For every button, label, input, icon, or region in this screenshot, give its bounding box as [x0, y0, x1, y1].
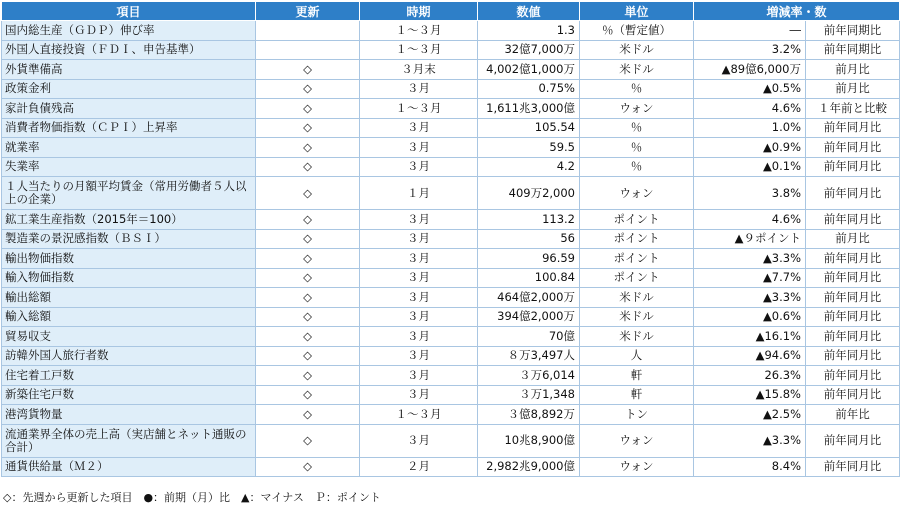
- row-unit: 米ドル: [580, 327, 694, 347]
- row-value: 2,982兆9,000億: [478, 457, 580, 477]
- table-row: [2, 385, 900, 405]
- table-row: [2, 307, 900, 327]
- table-row: [2, 457, 900, 477]
- indicator-table-wrapper: [1, 1, 899, 477]
- row-update-mark: ◇: [256, 79, 360, 99]
- header-update: 更新: [256, 2, 360, 21]
- row-value: 10兆8,900億: [478, 424, 580, 457]
- row-update-mark: ◇: [256, 288, 360, 308]
- row-update-mark: ◇: [256, 385, 360, 405]
- row-unit: ポイント: [580, 249, 694, 269]
- row-unit: 人: [580, 346, 694, 366]
- row-value: 105.54: [478, 118, 580, 138]
- row-comparison-basis: 前月比: [806, 229, 900, 249]
- row-value: 4,002億1,000万: [478, 60, 580, 80]
- row-period: ３月末: [360, 60, 478, 80]
- row-change: ▲3.3%: [694, 424, 806, 457]
- row-item-label: 輸入総額: [2, 307, 256, 327]
- row-period: ３月: [360, 366, 478, 386]
- row-value: 113.2: [478, 210, 580, 230]
- row-comparison-basis: 前年同月比: [806, 157, 900, 177]
- row-change: ▲16.1%: [694, 327, 806, 347]
- row-update-mark: ◇: [256, 346, 360, 366]
- table-row: [2, 327, 900, 347]
- row-value: 0.75%: [478, 79, 580, 99]
- table-row: [2, 288, 900, 308]
- row-unit: ウォン: [580, 99, 694, 119]
- row-item-label: 消費者物価指数（ＣＰＩ）上昇率: [2, 118, 256, 138]
- row-period: ３月: [360, 210, 478, 230]
- row-period: １～３月: [360, 99, 478, 119]
- row-period: １～３月: [360, 21, 478, 41]
- row-unit: ％（暫定値）: [580, 21, 694, 41]
- row-unit: ポイント: [580, 229, 694, 249]
- table-row: [2, 99, 900, 119]
- row-item-label: 製造業の景況感指数（ＢＳＩ）: [2, 229, 256, 249]
- row-comparison-basis: 前年同月比: [806, 138, 900, 158]
- row-item-label: 港湾貨物量: [2, 405, 256, 425]
- row-change: ▲2.5%: [694, 405, 806, 425]
- row-change: ―: [694, 21, 806, 41]
- row-value: 100.84: [478, 268, 580, 288]
- row-period: ３月: [360, 385, 478, 405]
- row-value: 394億2,000万: [478, 307, 580, 327]
- row-change: 3.8%: [694, 177, 806, 210]
- table-row: [2, 210, 900, 230]
- row-item-label: 輸入物価指数: [2, 268, 256, 288]
- row-comparison-basis: 前年同月比: [806, 327, 900, 347]
- row-value: 409万2,000: [478, 177, 580, 210]
- row-change: ▲89億6,000万: [694, 60, 806, 80]
- row-change: ▲0.6%: [694, 307, 806, 327]
- row-change: ▲0.5%: [694, 79, 806, 99]
- table-row: [2, 366, 900, 386]
- row-period: ３月: [360, 249, 478, 269]
- table-row: [2, 229, 900, 249]
- row-update-mark: ◇: [256, 457, 360, 477]
- row-item-label: 輸出物価指数: [2, 249, 256, 269]
- row-period: ３月: [360, 288, 478, 308]
- row-comparison-basis: 前年比: [806, 405, 900, 425]
- table-row: [2, 40, 900, 60]
- table-body: [2, 21, 900, 477]
- row-change: ▲94.6%: [694, 346, 806, 366]
- economic-indicator-table: [1, 1, 900, 477]
- row-unit: 米ドル: [580, 60, 694, 80]
- row-period: １～３月: [360, 40, 478, 60]
- row-unit: ウォン: [580, 457, 694, 477]
- row-period: ３月: [360, 138, 478, 158]
- row-update-mark: ◇: [256, 210, 360, 230]
- row-update-mark: ◇: [256, 99, 360, 119]
- table-row: [2, 138, 900, 158]
- row-comparison-basis: 前月比: [806, 60, 900, 80]
- row-period: ３月: [360, 229, 478, 249]
- row-change: ▲0.1%: [694, 157, 806, 177]
- header-unit: 単位: [580, 2, 694, 21]
- row-unit: ％: [580, 157, 694, 177]
- row-value: 56: [478, 229, 580, 249]
- table-row: [2, 424, 900, 457]
- row-item-label: 輸出総額: [2, 288, 256, 308]
- header-value: 数値: [478, 2, 580, 21]
- row-change: ▲0.9%: [694, 138, 806, 158]
- row-item-label: 通貨供給量（Ｍ２）: [2, 457, 256, 477]
- row-update-mark: ◇: [256, 366, 360, 386]
- header-change: 増減率・数: [694, 2, 900, 21]
- row-comparison-basis: 前年同月比: [806, 424, 900, 457]
- row-unit: ％: [580, 118, 694, 138]
- row-period: ３月: [360, 79, 478, 99]
- row-value: ３億8,892万: [478, 405, 580, 425]
- row-comparison-basis: 前年同期比: [806, 40, 900, 60]
- row-item-label: 貿易収支: [2, 327, 256, 347]
- row-period: ２月: [360, 457, 478, 477]
- row-comparison-basis: 前年同月比: [806, 268, 900, 288]
- row-comparison-basis: 前月比: [806, 79, 900, 99]
- table-row: [2, 249, 900, 269]
- row-item-label: 就業率: [2, 138, 256, 158]
- header-item: 項目: [2, 2, 256, 21]
- table-row: [2, 157, 900, 177]
- row-unit: ウォン: [580, 424, 694, 457]
- table-row: [2, 60, 900, 80]
- row-period: ３月: [360, 268, 478, 288]
- row-update-mark: ◇: [256, 327, 360, 347]
- row-update-mark: ◇: [256, 405, 360, 425]
- row-period: ３月: [360, 118, 478, 138]
- row-update-mark: ◇: [256, 138, 360, 158]
- row-value: ８万3,497人: [478, 346, 580, 366]
- row-period: １～３月: [360, 405, 478, 425]
- row-value: 1.3: [478, 21, 580, 41]
- row-period: １月: [360, 177, 478, 210]
- row-change: 3.2%: [694, 40, 806, 60]
- row-change: 4.6%: [694, 99, 806, 119]
- row-item-label: 訪韓外国人旅行者数: [2, 346, 256, 366]
- row-period: ３月: [360, 157, 478, 177]
- row-comparison-basis: 前年同月比: [806, 307, 900, 327]
- table-row: [2, 346, 900, 366]
- row-unit: ウォン: [580, 177, 694, 210]
- row-update-mark: ◇: [256, 60, 360, 80]
- row-change: ▲3.3%: [694, 288, 806, 308]
- table-header-row: [2, 2, 900, 21]
- row-update-mark: ◇: [256, 157, 360, 177]
- row-change: ▲3.3%: [694, 249, 806, 269]
- row-value: 59.5: [478, 138, 580, 158]
- row-comparison-basis: 前年同月比: [806, 177, 900, 210]
- row-comparison-basis: 前年同月比: [806, 385, 900, 405]
- table-row: [2, 177, 900, 210]
- row-value: 96.59: [478, 249, 580, 269]
- row-item-label: 国内総生産（ＧＤＰ）伸び率: [2, 21, 256, 41]
- row-value: 464億2,000万: [478, 288, 580, 308]
- row-item-label: 外貨準備高: [2, 60, 256, 80]
- row-item-label: 新築住宅戸数: [2, 385, 256, 405]
- row-value: 1,611兆3,000億: [478, 99, 580, 119]
- table-row: [2, 118, 900, 138]
- row-unit: ポイント: [580, 210, 694, 230]
- row-value: 32億7,000万: [478, 40, 580, 60]
- row-update-mark: ◇: [256, 249, 360, 269]
- row-unit: 米ドル: [580, 288, 694, 308]
- table-row: [2, 21, 900, 41]
- row-comparison-basis: 前年同月比: [806, 366, 900, 386]
- row-comparison-basis: 前年同月比: [806, 210, 900, 230]
- legend-footnote: ◇：先週から更新した項目 ●：前期（月）比 ▲：マイナス Ｐ：ポイント: [3, 491, 381, 504]
- row-change: 26.3%: [694, 366, 806, 386]
- row-item-label: 家計負債残高: [2, 99, 256, 119]
- row-change: 4.6%: [694, 210, 806, 230]
- row-unit: ポイント: [580, 268, 694, 288]
- row-unit: トン: [580, 405, 694, 425]
- row-comparison-basis: 前年同月比: [806, 118, 900, 138]
- row-comparison-basis: 前年同期比: [806, 21, 900, 41]
- row-value: ３万1,348: [478, 385, 580, 405]
- row-update-mark: ◇: [256, 424, 360, 457]
- row-comparison-basis: 前年同月比: [806, 288, 900, 308]
- row-period: ３月: [360, 307, 478, 327]
- row-item-label: １人当たりの月額平均賃金（常用労働者５人以上の企業）: [2, 177, 256, 210]
- row-unit: 軒: [580, 385, 694, 405]
- row-unit: 軒: [580, 366, 694, 386]
- row-change: ▲7.7%: [694, 268, 806, 288]
- row-period: ３月: [360, 327, 478, 347]
- row-change: 1.0%: [694, 118, 806, 138]
- row-item-label: 鉱工業生産指数（2015年＝100）: [2, 210, 256, 230]
- row-comparison-basis: 前年同月比: [806, 249, 900, 269]
- row-update-mark: ◇: [256, 307, 360, 327]
- row-update-mark: [256, 21, 360, 41]
- header-period: 時期: [360, 2, 478, 21]
- row-value: ３万6,014: [478, 366, 580, 386]
- row-change: ▲９ポイント: [694, 229, 806, 249]
- table-row: [2, 79, 900, 99]
- row-update-mark: ◇: [256, 177, 360, 210]
- row-change: ▲15.8%: [694, 385, 806, 405]
- row-value: 70億: [478, 327, 580, 347]
- row-item-label: 流通業界全体の売上高（実店舗とネット通販の合計）: [2, 424, 256, 457]
- row-item-label: 政策金利: [2, 79, 256, 99]
- table-row: [2, 268, 900, 288]
- row-unit: 米ドル: [580, 307, 694, 327]
- row-unit: 米ドル: [580, 40, 694, 60]
- row-change: 8.4%: [694, 457, 806, 477]
- table-row: [2, 405, 900, 425]
- row-comparison-basis: １年前と比較: [806, 99, 900, 119]
- row-comparison-basis: 前年同月比: [806, 457, 900, 477]
- row-update-mark: ◇: [256, 268, 360, 288]
- row-item-label: 失業率: [2, 157, 256, 177]
- row-unit: ％: [580, 79, 694, 99]
- row-update-mark: ◇: [256, 118, 360, 138]
- row-value: 4.2: [478, 157, 580, 177]
- row-comparison-basis: 前年同月比: [806, 346, 900, 366]
- row-period: ３月: [360, 424, 478, 457]
- row-period: ３月: [360, 346, 478, 366]
- row-item-label: 外国人直接投資（ＦＤＩ、申告基準）: [2, 40, 256, 60]
- row-unit: ％: [580, 138, 694, 158]
- row-item-label: 住宅着工戸数: [2, 366, 256, 386]
- row-update-mark: [256, 40, 360, 60]
- row-update-mark: ◇: [256, 229, 360, 249]
